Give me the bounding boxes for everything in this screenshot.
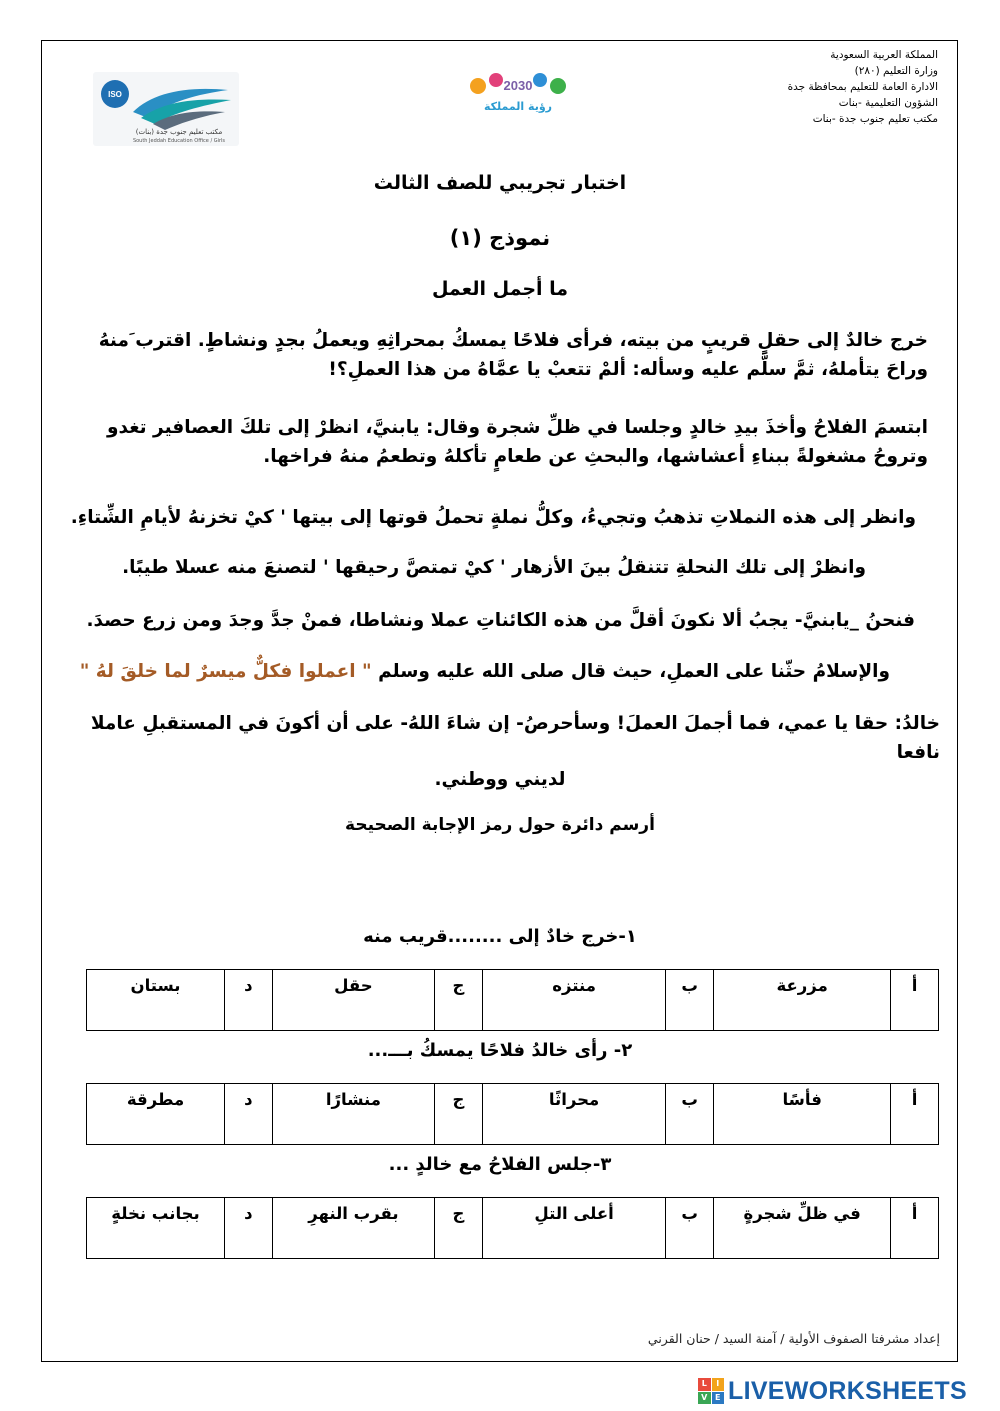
- header-line: الادارة العامة للتعليم بمحافظة جدة: [787, 81, 938, 93]
- option-letter[interactable]: ج: [435, 970, 483, 1031]
- story-paragraph-3: وانظر إلى هذه النملاتِ تذهبُ وتجيءُ، وكلُّ نملةٍ تحملُ قوتها إلى بيتها ' كيْ تخزنهُ لأيامِ الشِّتاءِ.: [70, 507, 916, 528]
- option-letter[interactable]: د: [225, 1198, 273, 1259]
- education-office-logo-graphic: [93, 72, 239, 146]
- vision-logo-graphic: [448, 60, 588, 120]
- education-office-logo: [93, 72, 239, 146]
- exam-title: اختبار تجريبي للصف الثالث: [373, 172, 627, 194]
- story-paragraph-7: خالدُ: حقا يا عمي، فما أجملَ العملَ! وسأحرصُ- إن شاءَ اللهُ- على أن أكونَ في المستقبلِ عاملا نافعا: [90, 713, 940, 763]
- liveworksheets-badge-icon: L I V E: [698, 1378, 724, 1404]
- option-letter[interactable]: أ: [891, 1198, 939, 1259]
- header-line: وزارة التعليم (٢٨٠): [854, 65, 938, 77]
- option-letter[interactable]: ب: [666, 1198, 714, 1259]
- question-1: ١-خرج خادٌ إلى ........قريب منه: [363, 926, 637, 947]
- question-3-options: [86, 1197, 939, 1259]
- instruction: أرسم دائرة حول رمز الإجابة الصحيحة: [345, 815, 655, 835]
- option-text[interactable]: منتزه: [482, 970, 666, 1031]
- option-letter[interactable]: أ: [891, 970, 939, 1031]
- footer-credit: إعداد مشرفتا الصفوف الأولية / آمنة السيد / حنان القرني: [647, 1331, 940, 1346]
- option-text[interactable]: مزرعة: [714, 970, 891, 1031]
- model-number: نموذج (١): [449, 226, 551, 250]
- story-paragraph-1: خرج خالدٌ إلى حقلٍ قريبٍ من بيته، فرأى فلاحًا يمسكُ بمحراثِهِ ويعملُ بجدٍ ونشاطٍ. اقترب َمنهُ وراحَ يتأملهُ، ثمَّ سلَّم عليه وسأله: ألمْ تتعبْ يا عمَّاهُ من هذا العملِ؟!: [98, 330, 928, 380]
- liveworksheets-logo[interactable]: [698, 1375, 967, 1407]
- option-text[interactable]: أعلى التلِ: [482, 1198, 666, 1259]
- option-letter[interactable]: د: [225, 1084, 273, 1145]
- option-text[interactable]: بقرب النهرِ: [272, 1198, 434, 1259]
- story-paragraph-8: لديني ووطني.: [434, 769, 566, 790]
- story-paragraph-4: وانظرْ إلى تلك النحلةِ تتنقلُ بينَ الأزهار ' كيْ تمتصَّ رحيقها ' لتصنعَ منه عسلا طيبًا.: [122, 557, 866, 578]
- question-2: ٢- رأى خالدُ فلاحًا يمسكُ بـــ...: [367, 1040, 633, 1061]
- story-paragraph-5: فنحنُ _يابنيَّ- يجبُ ألا نكونَ أقلَّ من هذه الكائناتِ عملا ونشاطا، فمنْ جدَّ وجدَ ومن زرع حصدَ.: [86, 610, 915, 631]
- option-text[interactable]: بستان: [87, 970, 225, 1031]
- option-text[interactable]: في ظلِّ شجرةٍ: [714, 1198, 891, 1259]
- hadith-intro: والإسلامُ حثّنا على العملِ، حيث قال صلى الله عليه وسلم: [378, 661, 890, 682]
- question-2-options: [86, 1083, 939, 1145]
- header-line: الشؤون التعليمية -بنات: [838, 97, 938, 109]
- question-1-options: [86, 969, 939, 1031]
- story-paragraph-2: ابتسمَ الفلاحُ وأخذَ بيدِ خالدٍ وجلسا في ظلِّ شجرة وقال: يابنيَّ، انظرْ إلى تلكَ العصافير تغدو وتروحُ مشغولةً ببناءِ أعشاشها، والبحثِ عن طعامٍ تأكلهُ وتطعمُ منهُ فراخها.: [107, 417, 928, 467]
- option-letter[interactable]: ج: [435, 1198, 483, 1259]
- question-3: ٣-جلس الفلاحُ مع خالدٍ ...: [388, 1154, 612, 1175]
- option-text[interactable]: منشارًا: [272, 1084, 434, 1145]
- vision-2030-logo: [448, 60, 588, 120]
- hadith-quote: " اعملوا فكلٌّ ميسرٌ لما خلقَ لهُ ": [79, 661, 372, 682]
- logo-english-text: South Jeddah Education Office / Girls: [132, 138, 226, 144]
- option-letter[interactable]: ب: [666, 970, 714, 1031]
- header-line: مكتب تعليم جنوب جدة -بنات: [812, 113, 938, 125]
- vision-caption-text: رؤية المملكة: [483, 100, 553, 113]
- option-text[interactable]: بجانب نخلةٍ: [87, 1198, 225, 1259]
- option-text[interactable]: مطرقة: [87, 1084, 225, 1145]
- vision-2030-text: 2030: [503, 78, 533, 93]
- story-title: ما أجمل العمل: [431, 278, 569, 300]
- option-letter[interactable]: ب: [666, 1084, 714, 1145]
- story-paragraph-6: [60, 657, 890, 686]
- logo-arabic-text: مكتب تعليم جنوب جدة (بنات): [135, 128, 223, 136]
- option-text[interactable]: فأسًا: [714, 1084, 891, 1145]
- option-letter[interactable]: د: [225, 970, 273, 1031]
- option-letter[interactable]: أ: [891, 1084, 939, 1145]
- header-line: المملكة العربية السعودية: [830, 49, 938, 61]
- option-text[interactable]: محراثًا: [482, 1084, 666, 1145]
- liveworksheets-text: LIVEWORKSHEETS: [728, 1376, 967, 1405]
- option-text[interactable]: حقل: [272, 970, 434, 1031]
- ministry-header: [738, 47, 938, 127]
- option-letter[interactable]: ج: [435, 1084, 483, 1145]
- iso-text: ISO: [108, 90, 122, 99]
